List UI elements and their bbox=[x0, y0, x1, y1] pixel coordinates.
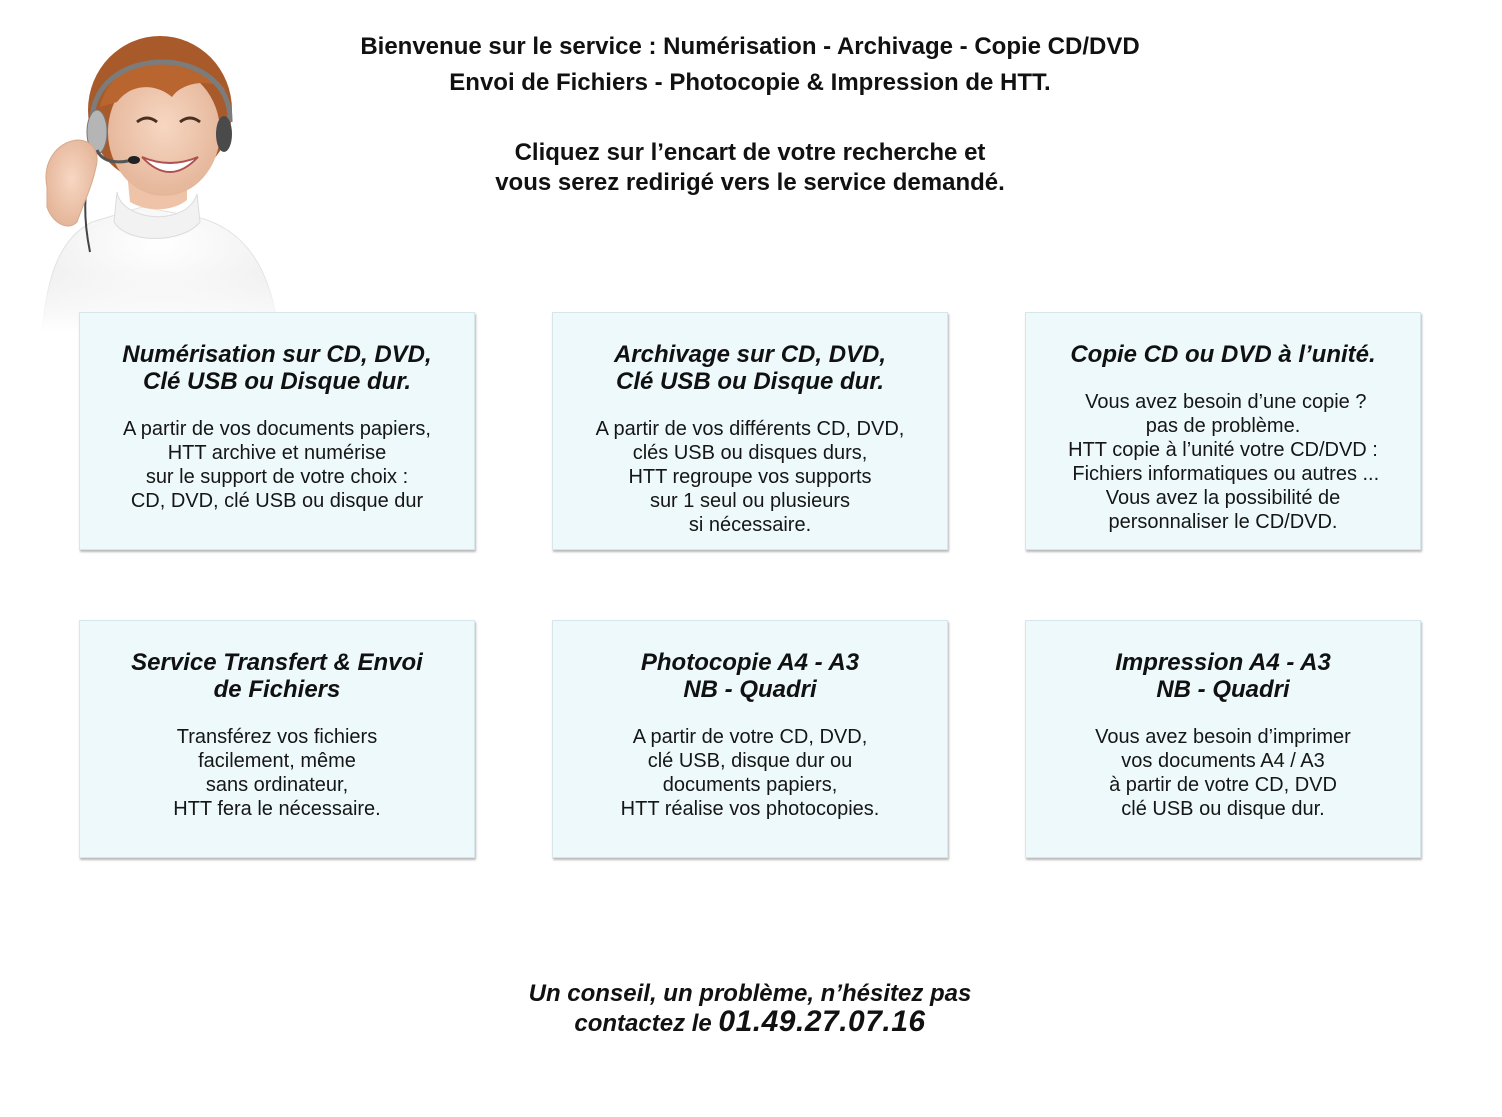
service-card-numerisation[interactable] bbox=[79, 312, 475, 550]
card-description: Vous avez besoin d’imprimer vos documents A4 / A3 à partir de votre CD, DVD clé USB ou disque dur. bbox=[1095, 726, 1351, 820]
contact-line bbox=[250, 1005, 1250, 1038]
card-title: Copie CD ou DVD à l’unité. bbox=[1070, 341, 1376, 368]
instruction-line1: Cliquez sur l’encart de votre recherche et bbox=[514, 139, 986, 166]
card-title: Archivage sur CD, DVD, Clé USB ou Disque dur. bbox=[613, 341, 887, 395]
service-card-photocopie[interactable] bbox=[552, 620, 948, 858]
card-title: Numérisation sur CD, DVD, Clé USB ou Disque dur. bbox=[122, 341, 432, 395]
contact-advice-text: Un conseil, un problème, n’hésitez pas bbox=[528, 980, 972, 1007]
service-card-archivage[interactable] bbox=[552, 312, 948, 550]
welcome-title-line2: Envoi de Fichiers - Photocopie & Impression de HTT. bbox=[449, 69, 1051, 96]
card-title: Photocopie A4 - A3 NB - Quadri bbox=[640, 649, 860, 703]
card-title: Service Transfert & Envoi de Fichiers bbox=[131, 649, 423, 703]
card-description: A partir de votre CD, DVD, clé USB, disque dur ou documents papiers, HTT réalise vos photocopies. bbox=[620, 726, 880, 820]
card-description: A partir de vos différents CD, DVD, clés USB ou disques durs, HTT regroupe vos supports sur 1 seul ou plusieurs si nécessaire. bbox=[595, 418, 905, 536]
welcome-title-line1: Bienvenue sur le service : Numérisation - Archivage - Copie CD/DVD bbox=[360, 33, 1140, 60]
instruction-line2: vous serez redirigé vers le service demandé. bbox=[495, 169, 1005, 196]
service-card-impression[interactable] bbox=[1025, 620, 1421, 858]
card-description: Vous avez besoin d’une copie ? pas de problème. HTT copie à l’unité votre CD/DVD : Fichiers informatiques ou autres ... Vous avez la possibilité de personnaliser le CD/DVD. bbox=[1066, 391, 1380, 533]
contact-footer bbox=[250, 980, 1250, 1038]
service-card-transfert-fichiers[interactable] bbox=[79, 620, 475, 858]
card-description: A partir de vos documents papiers, HTT archive et numérise sur le support de votre choix : CD, DVD, clé USB ou disque dur bbox=[123, 418, 431, 512]
service-card-copie-cd-dvd[interactable] bbox=[1025, 312, 1421, 550]
card-title: Impression A4 - A3 NB - Quadri bbox=[1115, 649, 1331, 703]
card-description: Transférez vos fichiers facilement, même sans ordinateur, HTT fera le nécessaire. bbox=[173, 726, 381, 820]
contact-prefix: contactez le bbox=[574, 1010, 719, 1037]
phone-number[interactable]: 01.49.27.07.16 bbox=[718, 1005, 926, 1038]
